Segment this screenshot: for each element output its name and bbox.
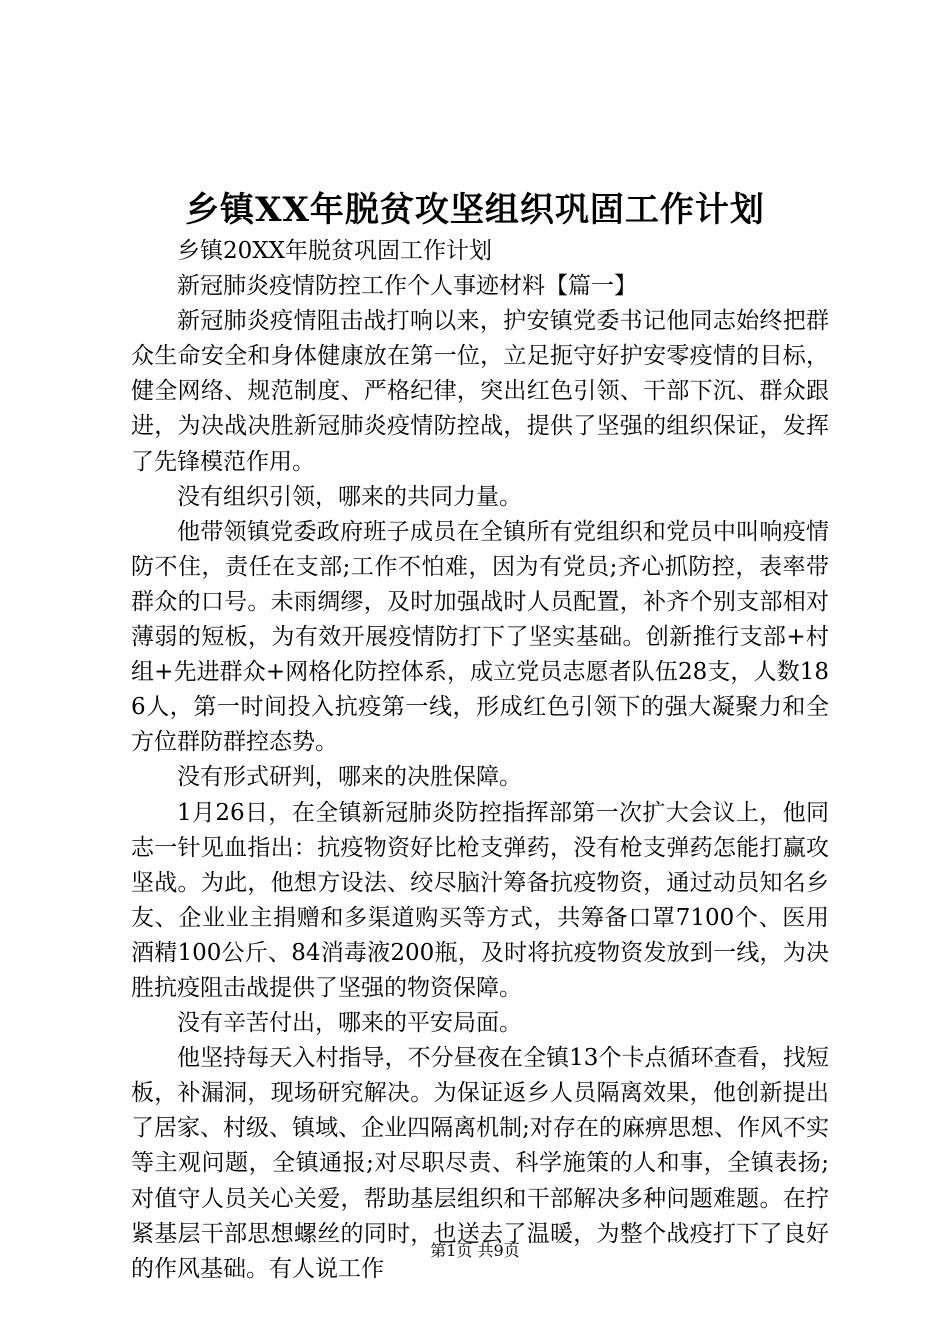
page-indicator: 第1页 共9页 [430,1241,520,1260]
document-body [131,234,829,1287]
paragraph: 他带领镇党委政府班子成员在全镇所有党组织和党员中叫响疫情防不住，责任在支部;工作不怕难，因为有党员;齐心抓防控，表率带群众的口号。未雨绸缪，及时加强战时人员配置，补齐个别支部相对薄弱的短板，为有效开展疫情防打下了坚实基础。创新推行支部+村组+先进群众+网格化防控体系，成立党员志愿者队伍28支，人数186人，第一时间投入抗疫第一线，形成红色引领下的强大凝聚力和全方位群防群控态势。 [131,518,829,756]
paragraph: 1月26日，在全镇新冠肺炎防控指挥部第一次扩大会议上，他同志一针见血指出：抗疫物资好比枪支弹药，没有枪支弹药怎能打赢攻坚战。为此，他想方设法、绞尽脑汁筹备抗疫物资，通过动员知名乡友、企业业主捐赠和多渠道购买等方式，共筹备口罩7100个、医用酒精100公斤、84消毒液200瓶，及时将抗疫物资发放到一线，为决胜抗疫阻击战提供了坚强的物资保障。 [131,799,829,1001]
paragraph-heading: 没有形式研判，哪来的决胜保障。 [177,764,522,791]
paragraph-heading: 没有辛苦付出，哪来的平安局面。 [177,1010,522,1037]
paragraph: 他坚持每天入村指导，不分昼夜在全镇13个卡点循环查看，找短板，补漏洞，现场研究解决。为保证返乡人员隔离效果，他创新提出了居家、村级、镇域、企业四隔离机制;对存在的麻痹思想、作风不实等主观问题，全镇通报;对尽职尽责、科学施策的人和事，全镇表扬;对值守人员关心关爱，帮助基层组织和干部解决多种问题难题。在拧紧基层干部思想螺丝的同时，也送去了温暖，为整个战疫打下了良好的作风基础。有人说工作 [131,1045,829,1282]
document-title: 乡镇XX年脱贫攻坚组织巩固工作计划 [185,190,765,230]
paragraph: 新冠肺炎疫情阻击战打响以来，护安镇党委书记他同志始终把群众生命安全和身体健康放在第一位，立足扼守好护安零疫情的目标，健全网络、规范制度、严格纪律，突出红色引领、干部下沉、群众跟进，为决战决胜新冠肺炎疫情防控战，提供了坚强的组织保证，发挥了先锋模范作用。 [131,308,829,475]
paragraph-subtitle: 乡镇20XX年脱贫巩固工作计划 [177,238,493,264]
paragraph-section-heading: 新冠肺炎疫情防控工作个人事迹材料【篇一】 [177,273,637,300]
paragraph-heading: 没有组织引领，哪来的共同力量。 [177,483,522,510]
